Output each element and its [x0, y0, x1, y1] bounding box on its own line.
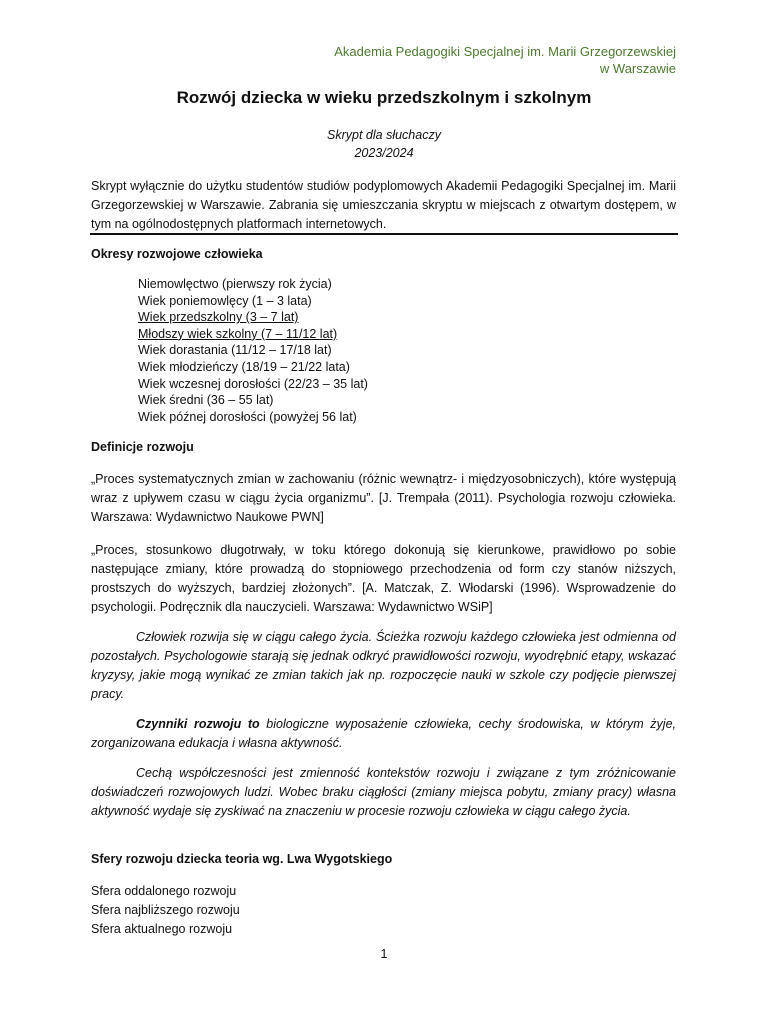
document-subtitle: [0, 126, 768, 162]
list-item: Sfera aktualnego rozwoju: [91, 922, 233, 936]
definition-quote-trempala: „Proces systematycznych zmian w zachowaniu (różnic wewnątrz- i międzyosobniczych), które występują wraz z upływem czasu w ciągu życia organizmu”. [J. Trempała (2011). Psychologia rozwoju człowieka. Warszawa: Wydawnictwo Naukowe PWN]: [91, 472, 676, 524]
list-item: Młodszy wiek szkolny (7 – 11/12 lat): [138, 326, 338, 341]
periods-heading: Okresy rozwojowe człowieka: [91, 247, 263, 261]
factors-paragraph: [91, 715, 676, 753]
section-divider: [90, 233, 678, 235]
subtitle-year: 2023/2024: [354, 146, 414, 160]
development-paragraph: [91, 628, 676, 704]
spheres-list: [91, 882, 240, 939]
contemporary-paragraph: [91, 764, 676, 821]
list-item: Wiek późnej dorosłości (powyżej 56 lat): [138, 409, 357, 424]
factors-lead: Czynniki rozwoju to: [136, 717, 260, 731]
list-item: Wiek poniemowlęcy (1 – 3 lata): [138, 293, 312, 308]
spheres-heading: Sfery rozwoju dziecka teoria wg. Lwa Wygotskiego: [91, 852, 393, 866]
list-item: Wiek średni (36 – 55 lat): [138, 393, 274, 408]
contemporary-text: Cechą współczesności jest zmienność kontekstów rozwoju i związane z tym zróżnicowanie doświadczeń rozwojowych ludzi. Wobec braku ciągłości (zmiany miejsca pobytu, zmiany pracy) własna aktywność wydaje się zyskiwać na znaczeniu w procesie rozwoju człowieka w ciągu całego życia.: [91, 766, 676, 818]
institution-name: Akademia Pedagogiki Specjalnej im. Marii Grzegorzewskiej: [334, 44, 676, 59]
institution-city: w Warszawie: [599, 61, 676, 76]
development-text: Człowiek rozwija się w ciągu całego życia. Ścieżka rozwoju każdego człowieka jest odmienna od pozostałych. Psychologowie starają się jednak odkryć prawidłowości rozwoju, wyodrębnić etapy, wskazać kryzysy, jakie mogą wynikać ze zmian takich jak np. rozpoczęcie nauki w szkole czy podjęcie pierwszej pracy.: [91, 630, 676, 701]
periods-list: [138, 276, 368, 425]
factors-text: biologiczne wyposażenie człowieka, cechy środowiska, w którym żyje, zorganizowana edukacja i własna aktywność.: [91, 717, 677, 750]
list-item: Niemowlęctwo (pierwszy rok życia): [138, 277, 332, 291]
page-number: 1: [380, 947, 388, 961]
definition-quote-matczak: „Proces, stosunkowo długotrwały, w toku którego dokonują się kierunkowe, prawidłowo po sobie następujące zmiany, które prowadzą do stopniowego przechodzenia od form czy stanów niższych, prostszych do wyższych, bardziej złożonych”. [A. Matczak, Z. Włodarski (1996). Wsprowadzenie do psychologii. Podręcznik dla nauczycieli. Warszawa: Wydawnictwo WSiP]: [91, 543, 676, 614]
institution-header: [334, 43, 676, 77]
list-item: Wiek wczesnej dorosłości (22/23 – 35 lat): [138, 376, 368, 391]
list-item: Wiek przedszkolny (3 – 7 lat): [138, 310, 299, 325]
list-item: Wiek dorastania (11/12 – 17/18 lat): [138, 343, 332, 358]
list-item: Sfera najbliższego rozwoju: [91, 903, 240, 917]
list-item: Sfera oddalonego rozwoju: [91, 884, 237, 898]
document-title: Rozwój dziecka w wieku przedszkolnym i szkolnym: [176, 88, 592, 107]
list-item: Wiek młodzieńczy (18/19 – 21/22 lata): [138, 359, 350, 374]
definitions-heading: Definicje rozwoju: [91, 440, 194, 454]
usage-notice: Skrypt wyłącznie do użytku studentów studiów podyplomowych Akademii Pedagogiki Specjalnej im. Marii Grzegorzewskiej w Warszawie. Zabrania się umieszczania skryptu w miejscach z otwartym dostępem, w tym na ogólnodostępnych platformach internetowych.: [91, 179, 676, 231]
subtitle-audience: Skrypt dla słuchaczy: [327, 128, 441, 142]
